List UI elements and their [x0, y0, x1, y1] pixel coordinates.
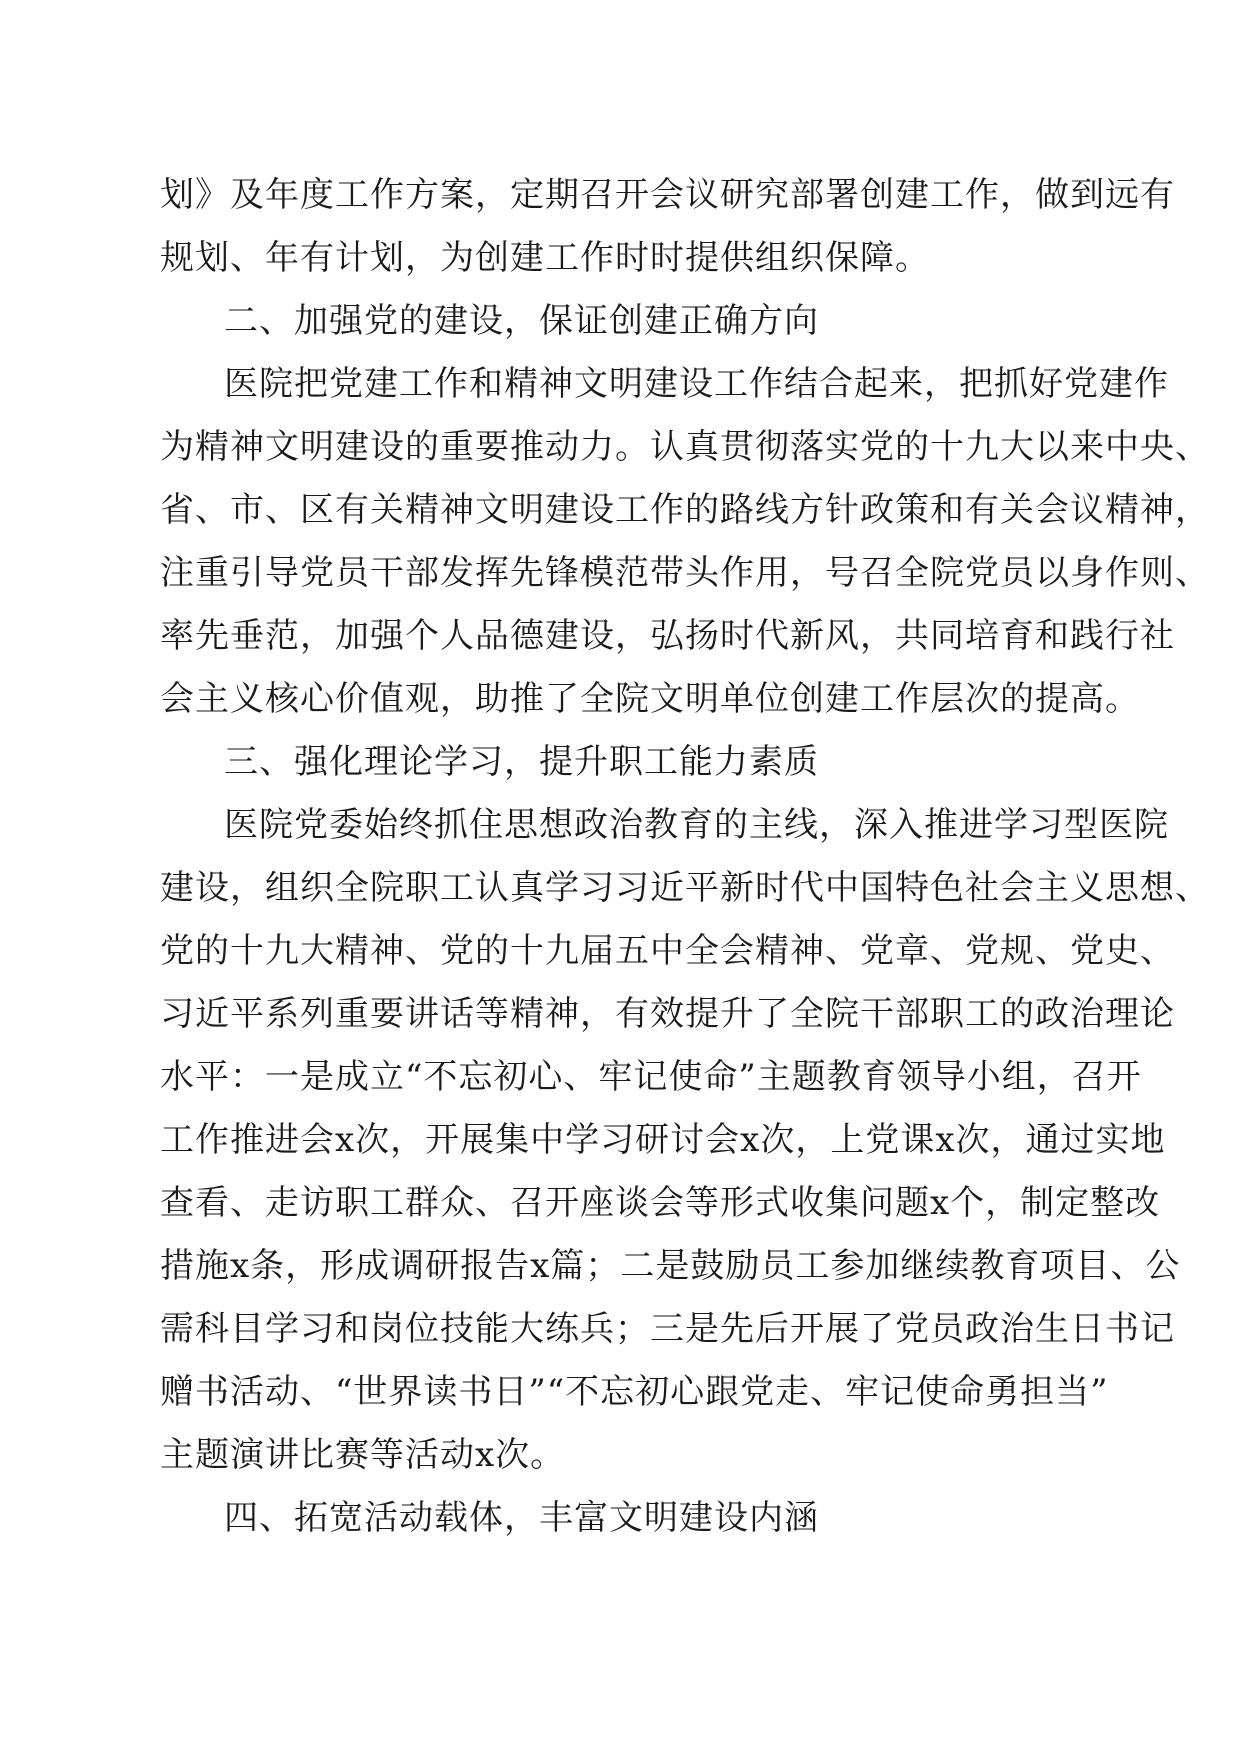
paragraph-line: 规划、年有计划，为创建工作时时提供组织保障。 — [160, 238, 930, 278]
section-heading-3: 三、强化理论学习，提升职工能力素质 — [224, 742, 819, 782]
paragraph-line: 会主义核心价值观，助推了全院文明单位创建工作层次的提高。 — [160, 679, 1140, 719]
paragraph-line: 查看、走访职工群众、召开座谈会等形式收集问题x个，制定整改 — [160, 1183, 1161, 1223]
paragraph-line: 措施x条，形成调研报告x篇；二是鼓励员工参加继续教育项目、公 — [160, 1246, 1181, 1286]
paragraph-line: 习近平系列重要讲话等精神，有效提升了全院干部职工的政治理论 — [160, 994, 1175, 1034]
paragraph-line: 率先垂范，加强个人品德建设，弘扬时代新风，共同培育和践行社 — [160, 616, 1175, 656]
paragraph-line: 建设，组织全院职工认真学习习近平新时代中国特色社会主义思想、 — [160, 868, 1210, 908]
paragraph-line: 主题演讲比赛等活动x次。 — [160, 1435, 566, 1475]
paragraph-line: 划》及年度工作方案，定期召开会议研究部署创建工作，做到远有 — [160, 175, 1175, 215]
paragraph-line: 工作推进会x次，开展集中学习研讨会x次，上党课x次，通过实地 — [160, 1120, 1166, 1160]
section-heading-2: 二、加强党的建设，保证创建正确方向 — [224, 301, 819, 341]
paragraph-line: 注重引导党员干部发挥先锋模范带头作用，号召全院党员以身作则、 — [160, 553, 1210, 593]
paragraph-line: 赠书活动、“世界读书日”“不忘初心跟党走、牢记使命勇担当” — [160, 1372, 1109, 1412]
section-heading-4: 四、拓宽活动载体，丰富文明建设内涵 — [224, 1498, 819, 1538]
paragraph-line: 医院党委始终抓住思想政治教育的主线，深入推进学习型医院 — [224, 805, 1169, 845]
paragraph-line: 水平：一是成立“不忘初心、牢记使命”主题教育领导小组，召开 — [160, 1057, 1142, 1097]
paragraph-line: 医院把党建工作和精神文明建设工作结合起来，把抓好党建作 — [224, 364, 1169, 404]
document-body — [160, 164, 1210, 1550]
paragraph-line: 省、市、区有关精神文明建设工作的路线方针政策和有关会议精神， — [160, 490, 1210, 530]
paragraph-line: 需科目学习和岗位技能大练兵；三是先后开展了党员政治生日书记 — [160, 1309, 1175, 1349]
paragraph-line: 为精神文明建设的重要推动力。认真贯彻落实党的十九大以来中央、 — [160, 427, 1210, 467]
paragraph-line: 党的十九大精神、党的十九届五中全会精神、党章、党规、党史、 — [160, 931, 1175, 971]
